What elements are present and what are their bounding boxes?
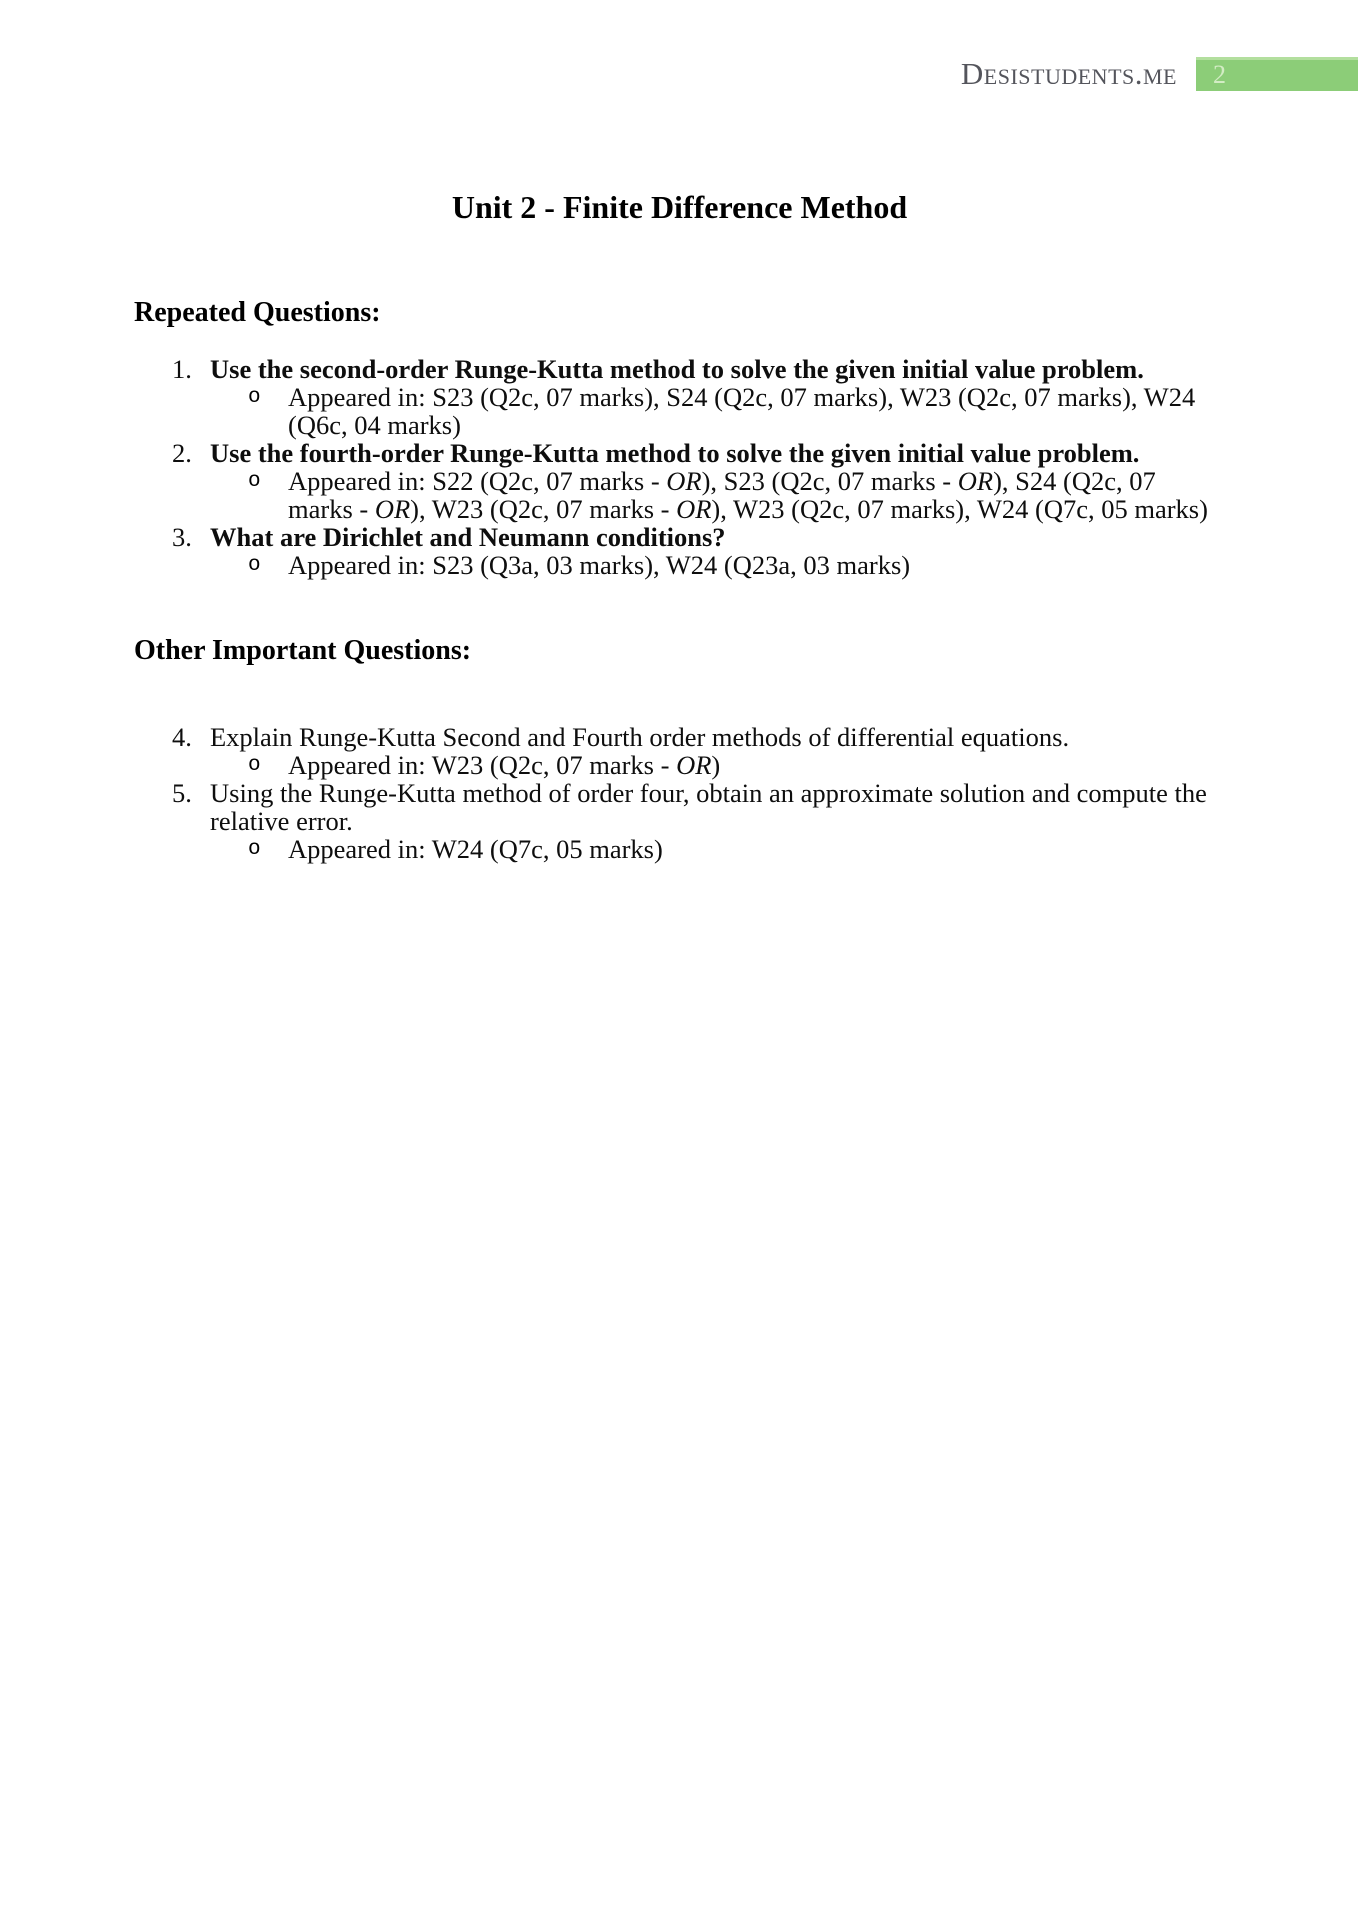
appeared-line xyxy=(134,467,1218,523)
question-text: Use the second-order Runge-Kutta method to solve the given initial value problem. xyxy=(210,354,1144,384)
question-item xyxy=(134,439,1225,467)
appeared-line xyxy=(134,551,1218,579)
question-list xyxy=(134,355,1225,579)
appeared-text: Appeared in: S23 (Q3a, 03 marks), W24 (Q23a, 03 marks) xyxy=(288,550,911,580)
appeared-line xyxy=(134,383,1218,439)
appeared-text-exam-ref: OR xyxy=(374,494,411,524)
appeared-text-exam-ref: OR xyxy=(676,750,712,780)
questions-section xyxy=(134,636,1225,863)
bullet-icon: o xyxy=(248,386,261,409)
appeared-text-exam-ref: OR xyxy=(676,494,712,524)
question-item xyxy=(134,355,1225,383)
section-heading: Other Important Questions: xyxy=(134,635,472,666)
page-title: Unit 2 - Finite Difference Method xyxy=(451,189,908,225)
appeared-text: Appeared in: S23 (Q2c, 07 marks), S24 (Q2c, 07 marks), W23 (Q2c, 07 marks), W24 (Q6c, 04 marks) xyxy=(288,382,1196,440)
bullet-icon: o xyxy=(248,470,261,493)
appeared-text: ), S23 (Q2c, 07 marks - xyxy=(701,466,958,496)
sections-container xyxy=(134,298,1225,863)
question-item xyxy=(134,723,1225,751)
bullet-icon: o xyxy=(248,754,261,777)
bullet-icon: o xyxy=(248,554,261,577)
bullet-icon: o xyxy=(248,838,261,861)
document-body xyxy=(134,0,1225,863)
questions-section xyxy=(134,298,1225,579)
question-number: 4. xyxy=(172,722,192,752)
question-text: What are Dirichlet and Neumann conditions? xyxy=(210,522,726,552)
page-number: 2 xyxy=(1213,60,1226,89)
appeared-text: Appeared in: W24 (Q7c, 05 marks) xyxy=(288,834,663,864)
question-text: Use the fourth-order Runge-Kutta method to solve the given initial value problem. xyxy=(210,438,1140,468)
appeared-text: ), S24 (Q2c, 07 marks - xyxy=(288,466,1156,524)
appeared-text-exam-ref: OR xyxy=(666,466,702,496)
appeared-text: Appeared in: W23 (Q2c, 07 marks - xyxy=(288,750,677,780)
appeared-text: ), W23 (Q2c, 07 marks), W24 (Q7c, 05 marks) xyxy=(711,494,1208,524)
question-number: 1. xyxy=(172,354,192,384)
appeared-text: ) xyxy=(711,750,721,780)
question-number: 5. xyxy=(172,778,192,808)
question-item xyxy=(134,523,1225,551)
question-list xyxy=(134,723,1225,863)
question-text: Explain Runge-Kutta Second and Fourth order methods of differential equations. xyxy=(210,722,1070,752)
appeared-line xyxy=(134,751,1218,779)
appeared-line xyxy=(134,835,1218,863)
question-number: 2. xyxy=(172,438,192,468)
appeared-text: ), W23 (Q2c, 07 marks - xyxy=(410,494,677,524)
site-name: Desistudents.me xyxy=(960,56,1177,91)
question-number: 3. xyxy=(172,522,192,552)
appeared-text: Appeared in: S22 (Q2c, 07 marks - xyxy=(288,466,667,496)
question-item xyxy=(134,779,1225,835)
question-text: Using the Runge-Kutta method of order four, obtain an approximate solution and compute the relative error. xyxy=(210,778,1207,836)
appeared-text-exam-ref: OR xyxy=(957,466,994,496)
section-heading: Repeated Questions: xyxy=(134,297,381,328)
